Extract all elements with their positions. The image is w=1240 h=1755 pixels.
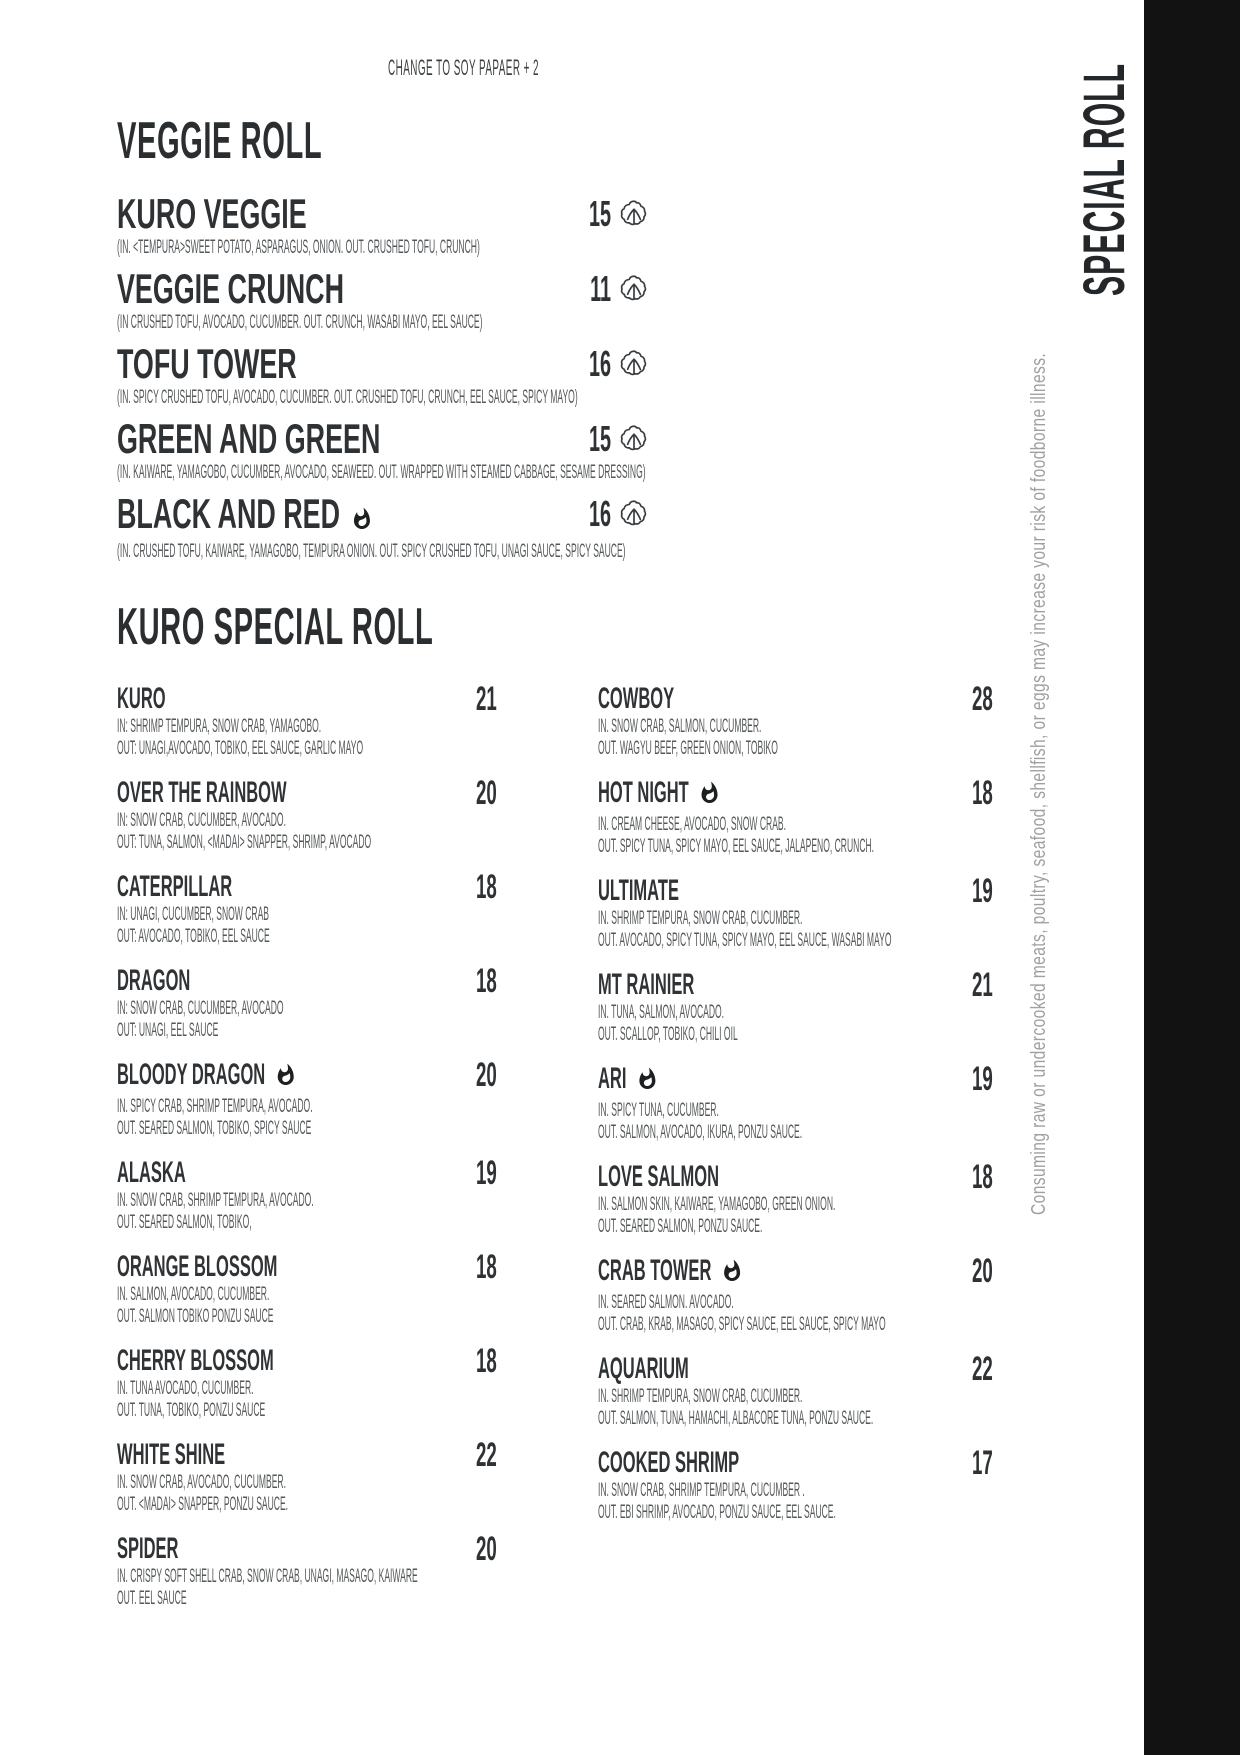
veggie-section-title-row	[117, 114, 655, 168]
leafy-veggie-icon	[617, 192, 655, 236]
item-price-value: 15	[588, 193, 611, 234]
item-description-in: IN. TUNA AVOCADO, CUCUMBER.	[117, 1378, 254, 1399]
item-description-out: OUT. EBI SHRIMP, AVOCADO, PONZU SAUCE, EEL SAUCE.	[598, 1502, 836, 1523]
item-description-in: IN. SNOW CRAB, SALMON, CUCUMBER.	[598, 716, 762, 737]
item-price-value: 18	[476, 1342, 497, 1380]
menu-item	[117, 267, 655, 335]
menu-item-text	[598, 968, 943, 1046]
item-name: SPIDER	[117, 1532, 179, 1565]
item-description-out: OUT. SPICY TUNA, SPICY MAYO, EEL SAUCE, JALAPENO, CRUNCH.	[598, 836, 875, 857]
item-description-out: OUT. SEARED SALMON, TOBIKO, SPICY SAUCE	[117, 1118, 312, 1139]
item-name-row	[598, 874, 943, 908]
item-name: DRAGON	[117, 964, 191, 997]
menu-item-text	[117, 870, 447, 948]
item-price-value: 16	[588, 493, 611, 534]
item-price	[447, 1058, 497, 1092]
item-name: VEGGIE CRUNCH	[117, 265, 345, 312]
menu-item	[598, 1446, 993, 1524]
item-name-row	[117, 776, 447, 810]
special-roll-right-column	[598, 682, 993, 1626]
menu-item	[117, 1344, 497, 1422]
item-price	[565, 267, 611, 311]
item-price	[565, 492, 611, 536]
item-description-out: OUT. EEL SAUCE	[117, 1588, 187, 1609]
item-description: (IN. KAIWARE, YAMAGOBO, CUCUMBER, AVOCADO, SEAWEED. OUT. WRAPPED WITH STEAMED CABBAGE, SESAME DRESSING)	[117, 462, 646, 483]
item-name: ALASKA	[117, 1156, 186, 1189]
item-description-in: IN. SNOW CRAB, AVOCADO, CUCUMBER.	[117, 1472, 286, 1493]
item-name-row	[117, 492, 565, 540]
item-description-in: IN. CRISPY SOFT SHELL CRAB, SNOW CRAB, UNAGI, MASAGO, KAIWARE	[117, 1566, 418, 1587]
item-description-out-row	[117, 926, 447, 948]
item-description-in-row	[117, 1284, 447, 1306]
item-name-row	[117, 964, 447, 998]
menu-item-text	[117, 1250, 447, 1328]
leafy-veggie-icon	[617, 267, 655, 311]
item-description-in: IN. TUNA, SALMON, AVOCADO.	[598, 1002, 725, 1023]
item-description-in: IN. SPICY TUNA, CUCUMBER.	[598, 1100, 719, 1121]
item-description: (IN. SPICY CRUSHED TOFU, AVOCADO, CUCUMBER. OUT. CRUSHED TOFU, CRUNCH, EEL SAUCE, SPICY MAYO)	[117, 387, 578, 408]
item-name: COWBOY	[598, 682, 675, 715]
item-description-out-row	[598, 930, 943, 952]
item-name-row	[117, 1532, 447, 1566]
item-description-out-row	[117, 1212, 447, 1234]
menu-item-text	[117, 340, 578, 410]
item-name-row	[117, 267, 565, 311]
menu-item	[117, 776, 497, 854]
special-roll-left-column	[117, 682, 497, 1626]
menu-item-text	[598, 1160, 943, 1238]
item-description-out-row	[598, 1408, 943, 1430]
item-description-out: OUT. TUNA, TOBIKO, PONZU SAUCE	[117, 1400, 266, 1421]
side-tab-special-roll: SPECIAL ROLL	[1072, 62, 1137, 296]
item-name: HOT NIGHT	[598, 776, 711, 814]
item-price	[447, 1532, 497, 1566]
item-name: BLOODY DRAGON	[117, 1058, 287, 1096]
item-description-out-row	[117, 1020, 447, 1042]
item-name-row	[117, 1058, 447, 1096]
item-description-in: IN. SNOW CRAB, SHRIMP TEMPURA, AVOCADO.	[117, 1190, 314, 1211]
item-price-value: 28	[972, 680, 993, 718]
menu-item-text	[598, 682, 943, 760]
item-description-out-row	[117, 1400, 447, 1422]
menu-item	[598, 1254, 993, 1336]
item-description-out: OUT: UNAGI, EEL SAUCE	[117, 1020, 219, 1041]
header-note: CHANGE TO SOY PAPAER + 2	[388, 55, 540, 80]
menu-item	[598, 682, 993, 760]
item-name: KURO VEGGIE	[117, 190, 307, 237]
menu-item	[598, 1352, 993, 1430]
item-price-value: 21	[476, 680, 497, 718]
item-name: GREEN AND GREEN	[117, 415, 381, 462]
item-price	[447, 1344, 497, 1378]
item-price-value: 20	[476, 774, 497, 812]
item-price-value: 21	[972, 966, 993, 1004]
menu-item-text	[117, 1058, 447, 1140]
menu-item-text	[598, 1446, 943, 1524]
item-description-row	[117, 540, 626, 564]
foodborne-disclaimer-text: Consuming raw or undercooked meats, poultry, seafood, shellfish, or eggs may increase your risk of foodborne illness.	[1028, 352, 1050, 1215]
menu-item-text	[117, 964, 447, 1042]
menu-item	[117, 492, 655, 564]
item-price	[447, 682, 497, 716]
veggie-roll-items	[117, 192, 655, 564]
item-price-value: 17	[972, 1444, 993, 1482]
item-price-value: 20	[972, 1252, 993, 1290]
item-name-row	[598, 1062, 943, 1100]
menu-item	[117, 1532, 497, 1610]
item-description: (IN. CRUSHED TOFU, KAIWARE, YAMAGOBO, TEMPURA ONION. OUT. SPICY CRUSHED TOFU, UNAGI SAUCE, SPICY SAUCE)	[117, 541, 626, 562]
menu-item-text	[117, 1438, 447, 1516]
item-description-in-row	[117, 904, 447, 926]
item-name-row	[598, 1446, 943, 1480]
item-name-row	[598, 968, 943, 1002]
item-price-value: 19	[476, 1154, 497, 1192]
item-description-in: IN: SNOW CRAB, CUCUMBER, AVOCADO.	[117, 810, 286, 831]
item-description-out: OUT: TUNA, SALMON, <MADAI> SNAPPER, SHRIMP, AVOCADO	[117, 832, 372, 853]
item-description-in-row	[598, 716, 943, 738]
spicy-flame-icon	[635, 1066, 659, 1100]
item-description-out: OUT. WAGYU BEEF, GREEN ONION, TOBIKO	[598, 738, 778, 759]
item-name: LOVE SALMON	[598, 1160, 720, 1193]
menu-item-text	[117, 1344, 447, 1422]
item-name: CRAB TOWER	[598, 1254, 733, 1292]
item-description-in: IN. SPICY CRAB, SHRIMP TEMPURA, AVOCADO.	[117, 1096, 313, 1117]
menu-item-text	[117, 267, 565, 335]
item-price-value: 19	[972, 872, 993, 910]
item-price	[943, 776, 993, 810]
item-description-out-row	[598, 1216, 943, 1238]
item-name: AQUARIUM	[598, 1352, 689, 1385]
item-name: KURO	[117, 682, 166, 715]
item-name: ARI	[598, 1062, 648, 1100]
item-description-in-row	[117, 716, 447, 738]
menu-item	[598, 776, 993, 858]
veggie-section-title: VEGGIE ROLL	[117, 112, 323, 170]
item-description-row	[117, 311, 565, 335]
item-description-in-row	[117, 998, 447, 1020]
item-description-out-row	[117, 738, 447, 760]
item-price	[565, 417, 611, 461]
item-description-in-row	[117, 810, 447, 832]
item-price	[943, 1062, 993, 1096]
item-description-in: IN: SHRIMP TEMPURA, SNOW CRAB, YAMAGOBO.	[117, 716, 322, 737]
item-name-row	[598, 1254, 943, 1292]
kuro-special-roll-section	[117, 600, 993, 1626]
item-description-in-row	[598, 1292, 943, 1314]
menu-item-text	[598, 776, 943, 858]
menu-item-text	[598, 1254, 943, 1336]
menu-item	[117, 682, 497, 760]
item-description-out: OUT. SALMON TOBIKO PONZU SAUCE	[117, 1306, 274, 1327]
item-name: OVER THE RAINBOW	[117, 776, 287, 809]
item-description-out: OUT. CRAB, KRAB, MASAGO, SPICY SAUCE, EEL SAUCE, SPICY MAYO	[598, 1314, 886, 1335]
item-description-row	[117, 461, 646, 485]
item-description: (IN CRUSHED TOFU, AVOCADO, CUCUMBER. OUT. CRUNCH, WASABI MAYO, EEL SAUCE)	[117, 312, 483, 333]
item-description-out-row	[598, 738, 943, 760]
menu-item	[117, 342, 655, 410]
item-price-value: 19	[972, 1060, 993, 1098]
item-description-in: IN. SHRIMP TEMPURA, SNOW CRAB, CUCUMBER.	[598, 908, 803, 929]
item-price	[447, 1250, 497, 1284]
menu-item-text	[117, 682, 447, 760]
spicy-flame-icon	[720, 1258, 744, 1292]
special-roll-columns	[117, 682, 993, 1626]
menu-item-text	[117, 1156, 447, 1234]
item-description-out: OUT. <MADAI> SNAPPER, PONZU SAUCE.	[117, 1494, 289, 1515]
item-name: MT RAINIER	[598, 968, 695, 1001]
item-description-in: IN. SALMON SKIN, KAIWARE, YAMAGOBO, GREEN ONION.	[598, 1194, 836, 1215]
item-name-row	[117, 342, 565, 386]
veggie-roll-section	[117, 114, 655, 571]
item-name: BLACK AND RED	[117, 492, 366, 540]
item-description-out-row	[598, 836, 943, 858]
item-description-row	[117, 236, 565, 260]
item-price	[943, 1254, 993, 1288]
item-price	[447, 964, 497, 998]
item-price-value: 16	[588, 343, 611, 384]
item-description-in: IN: SNOW CRAB, CUCUMBER, AVOCADO	[117, 998, 284, 1019]
menu-item	[598, 874, 993, 952]
item-name-row	[117, 870, 447, 904]
menu-item	[117, 192, 655, 260]
menu-item	[117, 870, 497, 948]
item-description-in: IN. SNOW CRAB, SHRIMP TEMPURA, CUCUMBER .	[598, 1480, 805, 1501]
item-price-value: 18	[476, 868, 497, 906]
item-price	[943, 1160, 993, 1194]
menu-item	[117, 1156, 497, 1234]
item-price-value: 18	[972, 1158, 993, 1196]
menu-item	[598, 1062, 993, 1144]
item-description-in-row	[598, 1194, 943, 1216]
item-name-row	[117, 192, 565, 236]
leafy-veggie-icon	[617, 417, 655, 461]
side-bar	[1144, 0, 1240, 1755]
item-name-row	[117, 1438, 447, 1472]
menu-item	[117, 417, 655, 485]
item-description-out-row	[598, 1502, 943, 1524]
menu-item-text	[117, 192, 565, 260]
item-price-value: 20	[476, 1056, 497, 1094]
item-name-row	[117, 1344, 447, 1378]
menu-item-text	[598, 874, 943, 952]
item-description-out: OUT. SALMON, AVOCADO, IKURA, PONZU SAUCE.	[598, 1122, 803, 1143]
special-section-title: KURO SPECIAL ROLL	[117, 598, 434, 656]
spicy-flame-icon	[274, 1062, 298, 1096]
menu-item	[117, 1250, 497, 1328]
menu-item-text	[598, 1062, 943, 1144]
menu-item	[598, 968, 993, 1046]
item-price-value: 22	[972, 1350, 993, 1388]
item-name-row	[117, 1156, 447, 1190]
item-description-in: IN. SALMON, AVOCADO, CUCUMBER.	[117, 1284, 270, 1305]
item-price	[943, 1352, 993, 1386]
item-price-value: 18	[972, 774, 993, 812]
item-description-in-row	[117, 1472, 447, 1494]
item-description-in-row	[117, 1096, 447, 1118]
menu-item	[117, 1438, 497, 1516]
item-price	[565, 192, 611, 236]
item-description-out: OUT. SCALLOP, TOBIKO, CHILI OIL	[598, 1024, 738, 1045]
item-price	[447, 1156, 497, 1190]
item-price-value: 15	[588, 418, 611, 459]
item-name-row	[598, 682, 943, 716]
item-description-in: IN. CREAM CHEESE, AVOCADO, SNOW CRAB.	[598, 814, 786, 835]
item-description-out: OUT. SEARED SALMON, TOBIKO,	[117, 1212, 252, 1233]
item-name: WHITE SHINE	[117, 1438, 226, 1471]
item-name-row	[598, 776, 943, 814]
item-price	[447, 776, 497, 810]
item-description-out: OUT. SEARED SALMON, PONZU SAUCE.	[598, 1216, 763, 1237]
item-description-in-row	[598, 814, 943, 836]
item-name: CATERPILLAR	[117, 870, 233, 903]
item-description-in-row	[598, 1100, 943, 1122]
item-name-row	[117, 682, 447, 716]
menu-item-text	[117, 1532, 447, 1610]
item-description-out-row	[598, 1314, 943, 1336]
item-description-out-row	[598, 1024, 943, 1046]
item-price	[943, 968, 993, 1002]
item-description-in-row	[598, 908, 943, 930]
item-description-out: OUT. AVOCADO, SPICY TUNA, SPICY MAYO, EEL SAUCE, WASABI MAYO	[598, 930, 892, 951]
menu-item	[598, 1160, 993, 1238]
menu-item-text	[117, 776, 447, 854]
item-description-out-row	[117, 832, 447, 854]
item-description-in-row	[598, 1002, 943, 1024]
item-description-in: IN: UNAGI, CUCUMBER, SNOW CRAB	[117, 904, 270, 925]
item-price-value: 18	[476, 1248, 497, 1286]
item-description-in-row	[598, 1386, 943, 1408]
item-name-row	[117, 417, 565, 461]
item-description-in: IN. SHRIMP TEMPURA, SNOW CRAB, CUCUMBER.	[598, 1386, 803, 1407]
item-description-in-row	[117, 1190, 447, 1212]
item-description-in-row	[598, 1480, 943, 1502]
item-price	[943, 874, 993, 908]
leafy-veggie-icon	[617, 342, 655, 386]
item-price-value: 22	[476, 1436, 497, 1474]
special-section-title-row	[117, 600, 993, 654]
item-price-value: 11	[590, 268, 611, 309]
item-name: ORANGE BLOSSOM	[117, 1250, 278, 1283]
item-name-row	[598, 1352, 943, 1386]
item-description-out-row	[117, 1494, 447, 1516]
item-price	[565, 342, 611, 386]
item-price	[943, 682, 993, 716]
menu-item	[117, 964, 497, 1042]
item-price	[447, 1438, 497, 1472]
item-description-in: IN. SEARED SALMON. AVOCADO.	[598, 1292, 734, 1313]
item-description-out: OUT: AVOCADO, TOBIKO, EEL SAUCE	[117, 926, 270, 947]
item-price-value: 18	[476, 962, 497, 1000]
item-description-in-row	[117, 1378, 447, 1400]
item-description-out: OUT: UNAGI,AVOCADO, TOBIKO, EEL SAUCE, GARLIC MAYO	[117, 738, 364, 759]
item-name: ULTIMATE	[598, 874, 679, 907]
spicy-flame-icon	[350, 496, 374, 540]
leafy-veggie-icon	[617, 492, 655, 536]
item-description-row	[117, 386, 578, 410]
item-description: (IN. <TEMPURA>SWEET POTATO, ASPARAGUS, ONION. OUT. CRUSHED TOFU, CRUNCH)	[117, 237, 480, 258]
item-description-out: OUT. SALMON, TUNA, HAMACHI, ALBACORE TUNA, PONZU SAUCE.	[598, 1408, 874, 1429]
spicy-flame-icon	[698, 780, 722, 814]
item-name-row	[598, 1160, 943, 1194]
menu-item-text	[598, 1352, 943, 1430]
menu-item	[117, 1058, 497, 1140]
item-name: CHERRY BLOSSOM	[117, 1344, 274, 1377]
item-description-out-row	[117, 1118, 447, 1140]
item-description-in-row	[117, 1566, 447, 1588]
item-price-value: 20	[476, 1530, 497, 1568]
item-price	[447, 870, 497, 904]
item-description-out-row	[598, 1122, 943, 1144]
item-description-out-row	[117, 1588, 447, 1610]
item-name: TOFU TOWER	[117, 340, 297, 387]
item-description-out-row	[117, 1306, 447, 1328]
item-name-row	[117, 1250, 447, 1284]
item-price	[943, 1446, 993, 1480]
item-name: COOKED SHRIMP	[598, 1446, 740, 1479]
